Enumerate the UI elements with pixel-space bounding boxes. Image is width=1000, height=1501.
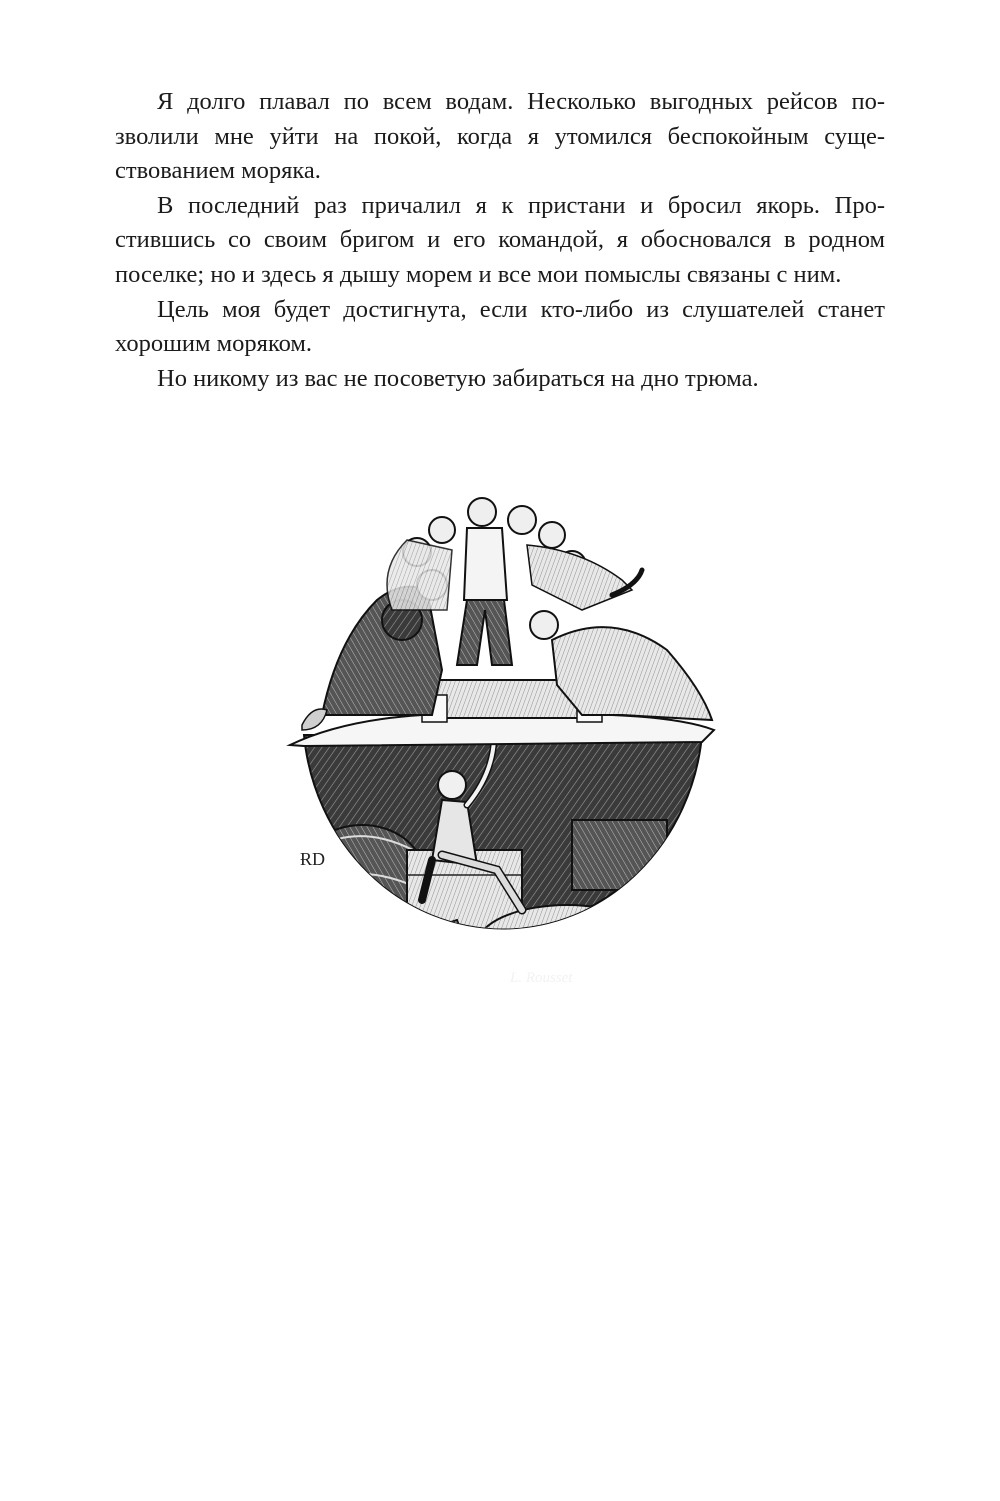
hold-scene xyxy=(300,735,702,1005)
paragraph-4: Но никому из вас не посоветую забираться на дно трюма. xyxy=(157,364,759,392)
artist-monogram: ɌD xyxy=(300,849,326,869)
engraving-illustration xyxy=(282,490,722,1010)
engraving-svg xyxy=(282,490,722,1010)
artist-signature: L. Rousset xyxy=(510,970,573,986)
body-text xyxy=(115,85,885,396)
paragraph-2: В последний раз причалил я к пристани и бросил якорь. Простившись со своим бригом и его командой, я обосновался в родном поселке; но и здесь я дышу морем и все мои помыслы связаны с ним. xyxy=(115,191,885,288)
paragraph-3: Цель моя будет достигнута, если кто-либо из слушателей станет хорошим моряком. xyxy=(115,295,885,358)
paragraph-1: Я долго плавал по всем водам. Несколько выгодных рейсов позволили мне уйти на покой, когда я утомился беспокойным существованием моряка. xyxy=(115,88,885,185)
